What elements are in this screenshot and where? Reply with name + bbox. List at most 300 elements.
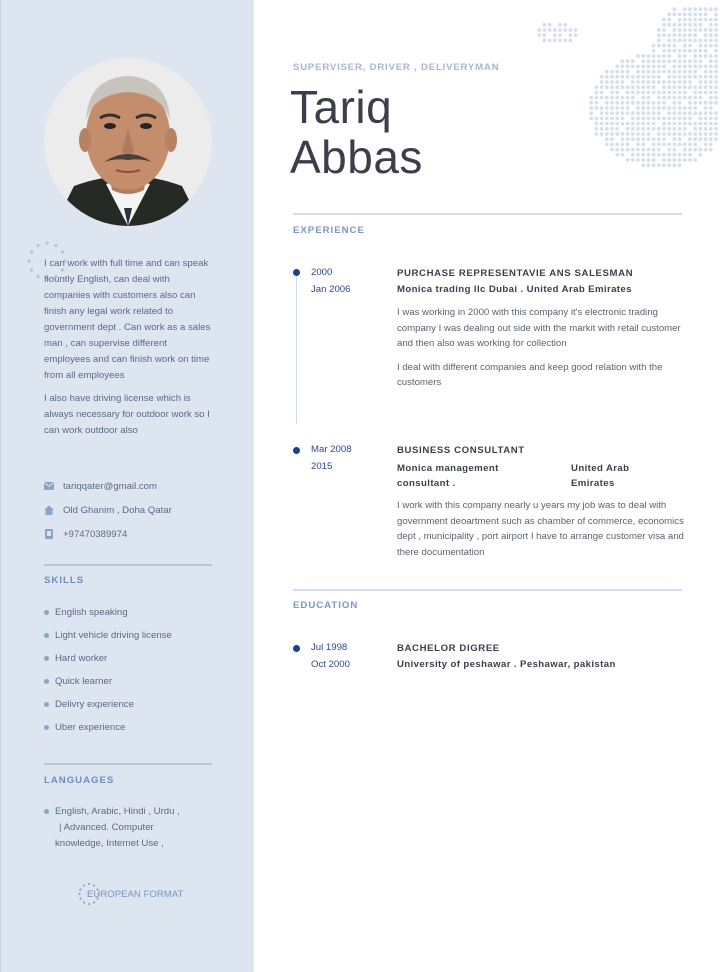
- map-dot: [652, 75, 656, 79]
- map-dot: [704, 39, 708, 43]
- map-dot: [688, 143, 692, 147]
- first-name: Tariq: [290, 81, 393, 133]
- map-dot: [678, 28, 682, 32]
- skills-heading: SKILLS: [44, 575, 85, 586]
- map-dot: [699, 49, 703, 53]
- map-dot: [704, 111, 708, 115]
- map-dot: [647, 75, 651, 79]
- map-dot: [678, 111, 682, 115]
- map-dot: [699, 96, 703, 100]
- map-dot: [678, 117, 682, 121]
- map-dot: [693, 122, 697, 126]
- map-dot: [647, 132, 651, 136]
- home-icon: [44, 505, 54, 515]
- map-dot: [631, 127, 635, 131]
- map-dot: [709, 111, 713, 115]
- job-start-date: 2000: [311, 267, 333, 278]
- map-dot: [662, 132, 666, 136]
- map-dot: [688, 111, 692, 115]
- map-dot: [600, 91, 604, 95]
- map-dot: [688, 39, 692, 43]
- map-dot: [657, 143, 661, 147]
- map-dot: [610, 85, 614, 89]
- map-dot: [683, 85, 687, 89]
- map-dot: [714, 117, 718, 121]
- map-dot: [673, 80, 677, 84]
- map-dot: [709, 143, 713, 147]
- map-dot: [610, 127, 614, 131]
- map-dot: [667, 132, 671, 136]
- map-dot: [688, 7, 692, 11]
- map-dot: [626, 111, 630, 115]
- map-dot: [615, 91, 619, 95]
- map-dot: [714, 44, 718, 48]
- map-dot: [605, 106, 609, 110]
- map-dot: [683, 44, 687, 48]
- map-dot: [693, 49, 697, 53]
- map-dot: [709, 59, 713, 63]
- timeline-dot: [293, 269, 300, 276]
- job-end-date: Jan 2006: [311, 284, 351, 295]
- map-dot: [667, 80, 671, 84]
- job-description: [397, 305, 685, 399]
- map-dot: [673, 148, 677, 152]
- contact-address: [44, 498, 224, 522]
- map-dot: [667, 127, 671, 131]
- map-dot: [678, 65, 682, 69]
- map-dot: [610, 132, 614, 136]
- map-dot: [652, 70, 656, 74]
- map-dot: [621, 111, 625, 115]
- map-dot: [652, 158, 656, 162]
- map-dot: [631, 75, 635, 79]
- job-dates: [311, 441, 352, 475]
- map-dot: [605, 101, 609, 105]
- map-dot: [631, 59, 635, 63]
- map-dot: [641, 137, 645, 141]
- map-dot: [647, 96, 651, 100]
- divider: [293, 589, 682, 591]
- map-dot: [553, 28, 557, 32]
- map-dot: [678, 153, 682, 157]
- map-dot: [615, 153, 619, 157]
- map-dot: [678, 49, 682, 53]
- map-dot: [688, 33, 692, 37]
- map-dot: [662, 96, 666, 100]
- education-start-date: Jul 1998: [311, 642, 348, 653]
- job-company-line: Monica management: [397, 463, 499, 474]
- job-description-paragraph: I deal with different companies and keep good relation with the customers: [397, 361, 663, 389]
- map-dot: [589, 117, 593, 121]
- map-dot: [641, 158, 645, 162]
- map-dot: [595, 117, 599, 121]
- map-dot: [678, 91, 682, 95]
- map-dot: [621, 70, 625, 74]
- divider: [293, 213, 682, 215]
- map-dot: [688, 59, 692, 63]
- map-dot: [709, 39, 713, 43]
- map-dot: [605, 80, 609, 84]
- map-dot: [641, 91, 645, 95]
- map-dot: [709, 101, 713, 105]
- map-dot: [709, 7, 713, 11]
- map-dot: [673, 137, 677, 141]
- map-dot: [709, 91, 713, 95]
- map-dot: [626, 122, 630, 126]
- map-dot: [704, 13, 708, 17]
- map-dot: [704, 148, 708, 152]
- map-dot: [621, 65, 625, 69]
- map-dot: [636, 80, 640, 84]
- map-dot: [709, 96, 713, 100]
- map-dot: [621, 101, 625, 105]
- map-dot: [657, 153, 661, 157]
- map-dot: [688, 75, 692, 79]
- map-dot: [626, 65, 630, 69]
- map-dot: [667, 158, 671, 162]
- map-dot: [683, 65, 687, 69]
- map-dot: [693, 13, 697, 17]
- map-dot: [621, 85, 625, 89]
- map-dot: [657, 28, 661, 32]
- map-dot: [709, 70, 713, 74]
- map-dot: [693, 59, 697, 63]
- map-dot: [641, 106, 645, 110]
- languages-list: [44, 804, 214, 852]
- map-dot: [683, 75, 687, 79]
- map-dot: [714, 85, 718, 89]
- map-dot: [667, 96, 671, 100]
- map-dot: [615, 127, 619, 131]
- map-dot: [699, 153, 703, 157]
- map-dot: [631, 91, 635, 95]
- map-dot: [683, 39, 687, 43]
- map-dot: [626, 132, 630, 136]
- job-title: BUSINESS CONSULTANT: [397, 445, 525, 456]
- map-dot: [714, 96, 718, 100]
- map-dot: [657, 101, 661, 105]
- map-dot: [652, 122, 656, 126]
- map-dot: [605, 75, 609, 79]
- map-dot: [553, 33, 557, 37]
- map-dot: [709, 85, 713, 89]
- map-dot: [683, 153, 687, 157]
- map-dot: [636, 106, 640, 110]
- map-dot: [615, 96, 619, 100]
- skill-item: Quick learner: [44, 676, 214, 699]
- map-dot: [631, 117, 635, 121]
- map-dot: [636, 75, 640, 79]
- map-dot: [693, 111, 697, 115]
- map-dot: [667, 23, 671, 27]
- map-dot: [714, 13, 718, 17]
- skill-item: Uber experience: [44, 722, 214, 745]
- map-dot: [621, 75, 625, 79]
- map-dot: [563, 39, 567, 43]
- map-dot: [662, 59, 666, 63]
- map-dot: [693, 18, 697, 22]
- map-dot: [683, 148, 687, 152]
- map-dot: [626, 101, 630, 105]
- contact-section: [44, 474, 224, 546]
- map-dot: [647, 158, 651, 162]
- map-dot: [636, 122, 640, 126]
- contact-phone: [44, 522, 224, 546]
- map-dot: [631, 153, 635, 157]
- map-dot: [673, 96, 677, 100]
- map-dot: [678, 75, 682, 79]
- map-dot: [662, 85, 666, 89]
- map-dot: [652, 44, 656, 48]
- map-dot: [667, 39, 671, 43]
- map-dot: [683, 158, 687, 162]
- map-dot: [704, 132, 708, 136]
- map-dot: [688, 28, 692, 32]
- job-role-subtitle: SUPERVISER, DRIVER , DELIVERYMAN: [293, 62, 500, 73]
- map-dot: [626, 158, 630, 162]
- map-dot: [647, 91, 651, 95]
- map-dot: [678, 70, 682, 74]
- map-dot: [673, 49, 677, 53]
- map-dot: [537, 33, 541, 37]
- map-dot: [595, 106, 599, 110]
- map-dot: [709, 23, 713, 27]
- map-dot: [693, 127, 697, 131]
- map-dot: [647, 85, 651, 89]
- map-dot: [636, 85, 640, 89]
- map-dot: [636, 143, 640, 147]
- map-dot: [704, 137, 708, 141]
- map-dot: [678, 132, 682, 136]
- map-dot: [688, 137, 692, 141]
- map-dot: [688, 132, 692, 136]
- map-dot: [605, 96, 609, 100]
- map-dot: [709, 75, 713, 79]
- map-dot: [673, 59, 677, 63]
- map-dot: [662, 106, 666, 110]
- map-dot: [699, 18, 703, 22]
- map-dot: [605, 143, 609, 147]
- map-dot: [610, 122, 614, 126]
- map-dot: [683, 106, 687, 110]
- map-dot: [683, 96, 687, 100]
- map-dot: [688, 106, 692, 110]
- map-dot: [595, 91, 599, 95]
- map-dot: [714, 39, 718, 43]
- map-dot: [631, 85, 635, 89]
- map-dot: [699, 101, 703, 105]
- map-dot: [693, 148, 697, 152]
- map-dot: [688, 18, 692, 22]
- map-dot: [683, 28, 687, 32]
- map-dot: [647, 65, 651, 69]
- map-dot: [610, 143, 614, 147]
- map-dot: [667, 163, 671, 167]
- map-dot: [683, 117, 687, 121]
- map-dot: [673, 153, 677, 157]
- map-dot: [657, 148, 661, 152]
- map-dot: [647, 111, 651, 115]
- map-dot: [699, 28, 703, 32]
- map-dot: [641, 153, 645, 157]
- map-dot: [636, 91, 640, 95]
- map-dot: [589, 101, 593, 105]
- map-dot: [610, 96, 614, 100]
- map-dot: [688, 148, 692, 152]
- about-paragraph: I also have driving license which is always necessary for outdoor work so I can work outdoor also: [44, 393, 210, 436]
- map-dot: [699, 75, 703, 79]
- map-dot: [569, 33, 573, 37]
- map-dot: [595, 85, 599, 89]
- map-dot: [631, 96, 635, 100]
- map-dot: [678, 85, 682, 89]
- map-dot: [683, 13, 687, 17]
- map-dot: [636, 127, 640, 131]
- map-dot: [688, 23, 692, 27]
- map-dot: [652, 127, 656, 131]
- map-dot: [714, 75, 718, 79]
- map-dot: [615, 85, 619, 89]
- map-dot: [657, 106, 661, 110]
- map-dot: [615, 65, 619, 69]
- map-dot: [662, 163, 666, 167]
- map-dot: [667, 122, 671, 126]
- map-dot: [543, 28, 547, 32]
- map-dot: [647, 101, 651, 105]
- map-dot: [678, 158, 682, 162]
- map-dot: [600, 80, 604, 84]
- map-dot: [636, 132, 640, 136]
- map-dot: [693, 70, 697, 74]
- map-dot: [667, 33, 671, 37]
- map-dot: [636, 54, 640, 58]
- map-dot: [657, 137, 661, 141]
- map-dot: [621, 132, 625, 136]
- map-dot: [662, 117, 666, 121]
- map-dot: [714, 127, 718, 131]
- map-dot: [600, 127, 604, 131]
- job-title: PURCHASE REPRESENTAVIE ANS SALESMAN: [397, 268, 634, 279]
- map-dot: [569, 39, 573, 43]
- map-dot: [667, 59, 671, 63]
- map-dot: [615, 111, 619, 115]
- map-dot: [610, 75, 614, 79]
- map-dot: [704, 106, 708, 110]
- map-dot: [662, 49, 666, 53]
- map-dot: [693, 158, 697, 162]
- map-dot: [626, 148, 630, 152]
- contact-email: [44, 474, 224, 498]
- map-dot: [704, 49, 708, 53]
- map-dot: [673, 39, 677, 43]
- about-section: [44, 256, 214, 446]
- map-dot: [657, 163, 661, 167]
- map-dot: [699, 59, 703, 63]
- candidate-name: [290, 82, 423, 182]
- map-dot: [652, 65, 656, 69]
- map-dot: [600, 85, 604, 89]
- map-dot: [667, 91, 671, 95]
- map-dot: [678, 18, 682, 22]
- map-dot: [610, 70, 614, 74]
- map-dot: [631, 101, 635, 105]
- map-dot: [657, 39, 661, 43]
- map-dot: [647, 59, 651, 63]
- map-dot: [605, 111, 609, 115]
- map-dot: [631, 137, 635, 141]
- map-dot: [693, 75, 697, 79]
- map-dot: [667, 18, 671, 22]
- map-dot: [693, 132, 697, 136]
- map-dot: [667, 117, 671, 121]
- map-dot: [662, 143, 666, 147]
- map-dot: [610, 80, 614, 84]
- map-dot: [667, 70, 671, 74]
- map-dot: [641, 117, 645, 121]
- map-dot: [615, 75, 619, 79]
- map-dot: [636, 153, 640, 157]
- map-dot: [662, 153, 666, 157]
- map-dot: [673, 122, 677, 126]
- envelope-icon: [44, 481, 54, 491]
- map-dot: [709, 106, 713, 110]
- map-dot: [714, 65, 718, 69]
- map-dot: [574, 33, 578, 37]
- map-dot: [699, 111, 703, 115]
- map-dot: [589, 106, 593, 110]
- map-dot: [662, 137, 666, 141]
- map-dot: [699, 132, 703, 136]
- map-dot: [667, 54, 671, 58]
- sidebar: [0, 0, 254, 972]
- timeline-line: [296, 276, 297, 424]
- map-dot: [615, 80, 619, 84]
- map-dot: [683, 7, 687, 11]
- language-line: knowledge, Internet Use ,: [55, 838, 164, 849]
- map-dot: [652, 91, 656, 95]
- education-degree: BACHELOR DIGREE: [397, 643, 500, 654]
- map-dot: [673, 106, 677, 110]
- map-dot: [662, 33, 666, 37]
- map-dot: [652, 106, 656, 110]
- map-dot: [589, 111, 593, 115]
- map-dot: [678, 96, 682, 100]
- map-dot: [683, 122, 687, 126]
- map-dot: [678, 23, 682, 27]
- map-dot: [600, 96, 604, 100]
- map-dot: [641, 70, 645, 74]
- map-dot: [699, 127, 703, 131]
- map-dot: [641, 122, 645, 126]
- map-dot: [704, 91, 708, 95]
- map-dot: [678, 33, 682, 37]
- map-dot: [605, 70, 609, 74]
- map-dot: [631, 80, 635, 84]
- map-dot: [621, 106, 625, 110]
- map-dot: [641, 143, 645, 147]
- map-dot: [662, 158, 666, 162]
- map-dot: [709, 117, 713, 121]
- map-dot: [657, 117, 661, 121]
- map-dot: [652, 148, 656, 152]
- map-dot: [558, 28, 562, 32]
- language-item: [44, 804, 214, 852]
- map-dot: [683, 49, 687, 53]
- contact-phone-text: +97470389974: [63, 528, 128, 540]
- map-dot: [688, 44, 692, 48]
- map-dot: [636, 65, 640, 69]
- map-dot: [641, 111, 645, 115]
